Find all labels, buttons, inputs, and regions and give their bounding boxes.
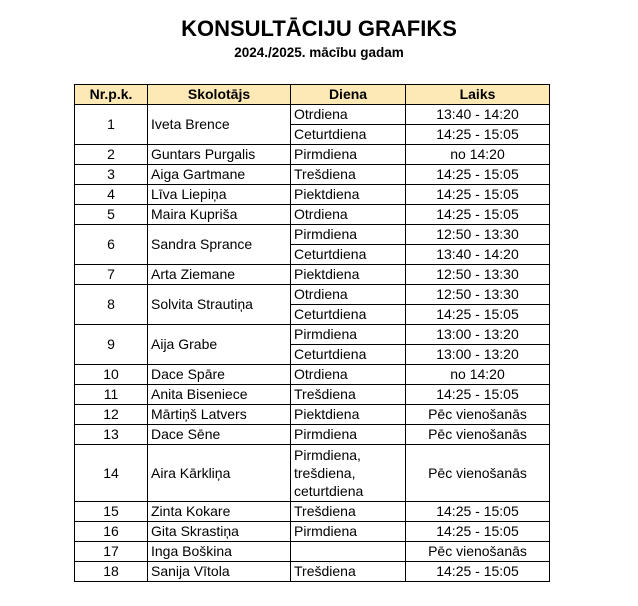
consultation-day: Otrdiena [291,105,406,125]
row-number: 9 [75,325,148,365]
row-number: 14 [75,445,148,502]
row-number: 1 [75,105,148,145]
consultation-day: Pirmdiena [291,325,406,345]
header-time: Laiks [406,85,550,105]
teacher-name: Dace Spāre [148,365,291,385]
consultation-day: Piektdiena [291,265,406,285]
consultation-time: 14:25 - 15:05 [406,522,550,542]
teacher-name: Gita Skrastiņa [148,522,291,542]
consultation-day: Ceturtdiena [291,305,406,325]
table-row [75,502,550,522]
row-number: 17 [75,542,148,562]
consultation-time: 12:50 - 13:30 [406,285,550,305]
table-header-row [75,85,550,105]
teacher-name: Zinta Kokare [148,502,291,522]
teacher-name: Maira Kupriša [148,205,291,225]
table-row [75,562,550,582]
consultation-day: Ceturtdiena [291,345,406,365]
consultation-time: Pēc vienošanās [406,405,550,425]
teacher-name: Mārtiņš Latvers [148,405,291,425]
consultation-time: 14:25 - 15:05 [406,205,550,225]
consultation-day: Pirmdiena [291,522,406,542]
teacher-name: Inga Boškina [148,542,291,562]
row-number: 12 [75,405,148,425]
consultation-day: Pirmdiena [291,225,406,245]
table-row [75,425,550,445]
row-number: 15 [75,502,148,522]
table-row [75,205,550,225]
consultation-time: no 14:20 [406,145,550,165]
teacher-name: Solvita Strautiņa [148,285,291,325]
consultation-time: 14:25 - 15:05 [406,305,550,325]
consultation-day: Piektdiena [291,185,406,205]
table-body [75,105,550,582]
consultation-time: 14:25 - 15:05 [406,562,550,582]
row-number: 7 [75,265,148,285]
table-row [75,165,550,185]
consultation-time: 13:40 - 14:20 [406,245,550,265]
table-row [75,145,550,165]
row-number: 4 [75,185,148,205]
consultation-day: Pirmdiena, trešdiena, ceturtdiena [291,445,406,502]
table-row [75,365,550,385]
table-row [75,522,550,542]
consultation-time: 14:25 - 15:05 [406,165,550,185]
teacher-name: Guntars Purgalis [148,145,291,165]
page-title: KONSULTĀCIJU GRAFIKS [181,16,457,41]
table-row [75,445,550,502]
table-row [75,225,550,245]
header-number: Nr.p.k. [75,85,148,105]
consultation-day: Ceturtdiena [291,125,406,145]
consultation-time: 13:40 - 14:20 [406,105,550,125]
table-row [75,325,550,345]
consultation-day: Otrdiena [291,205,406,225]
teacher-name: Aiga Gartmane [148,165,291,185]
consultation-time: 13:00 - 13:20 [406,345,550,365]
consultation-time: 14:25 - 15:05 [406,185,550,205]
consultation-day: Trešdiena [291,165,406,185]
consultation-time: 14:25 - 15:05 [406,125,550,145]
consultation-time: 14:25 - 15:05 [406,502,550,522]
consultation-time: Pēc vienošanās [406,542,550,562]
teacher-name: Iveta Brence [148,105,291,145]
consultation-time: 13:00 - 13:20 [406,325,550,345]
row-number: 5 [75,205,148,225]
consultation-day: Trešdiena [291,385,406,405]
row-number: 2 [75,145,148,165]
consultation-day [291,542,406,562]
table-row [75,285,550,305]
row-number: 11 [75,385,148,405]
consultation-time: Pēc vienošanās [406,445,550,502]
consultation-day: Otrdiena [291,285,406,305]
row-number: 8 [75,285,148,325]
table-row [75,385,550,405]
table-row [75,185,550,205]
teacher-name: Arta Ziemane [148,265,291,285]
consultation-time: 12:50 - 13:30 [406,225,550,245]
teacher-name: Sandra Sprance [148,225,291,265]
row-number: 3 [75,165,148,185]
teacher-name: Aija Grabe [148,325,291,365]
consultation-day: Ceturtdiena [291,245,406,265]
row-number: 13 [75,425,148,445]
teacher-name: Aira Kārkliņa [148,445,291,502]
page-subtitle: 2024./2025. mācību gadam [234,45,404,60]
table-row [75,405,550,425]
consultation-time: Pēc vienošanās [406,425,550,445]
consultation-day: Trešdiena [291,502,406,522]
consultation-day: Otrdiena [291,365,406,385]
header-teacher: Skolotājs [148,85,291,105]
teacher-name: Sanija Vītola [148,562,291,582]
consultation-schedule-table [74,84,550,582]
table-row [75,265,550,285]
row-number: 18 [75,562,148,582]
consultation-time: 14:25 - 15:05 [406,385,550,405]
header-day: Diena [291,85,406,105]
consultation-day: Trešdiena [291,562,406,582]
consultation-time: 12:50 - 13:30 [406,265,550,285]
row-number: 6 [75,225,148,265]
consultation-day: Piektdiena [291,405,406,425]
table-row [75,105,550,125]
table-row [75,542,550,562]
teacher-name: Anita Biseniece [148,385,291,405]
consultation-day: Pirmdiena [291,145,406,165]
teacher-name: Dace Sēne [148,425,291,445]
row-number: 16 [75,522,148,542]
row-number: 10 [75,365,148,385]
consultation-day: Pirmdiena [291,425,406,445]
consultation-time: no 14:20 [406,365,550,385]
teacher-name: Līva Liepiņa [148,185,291,205]
